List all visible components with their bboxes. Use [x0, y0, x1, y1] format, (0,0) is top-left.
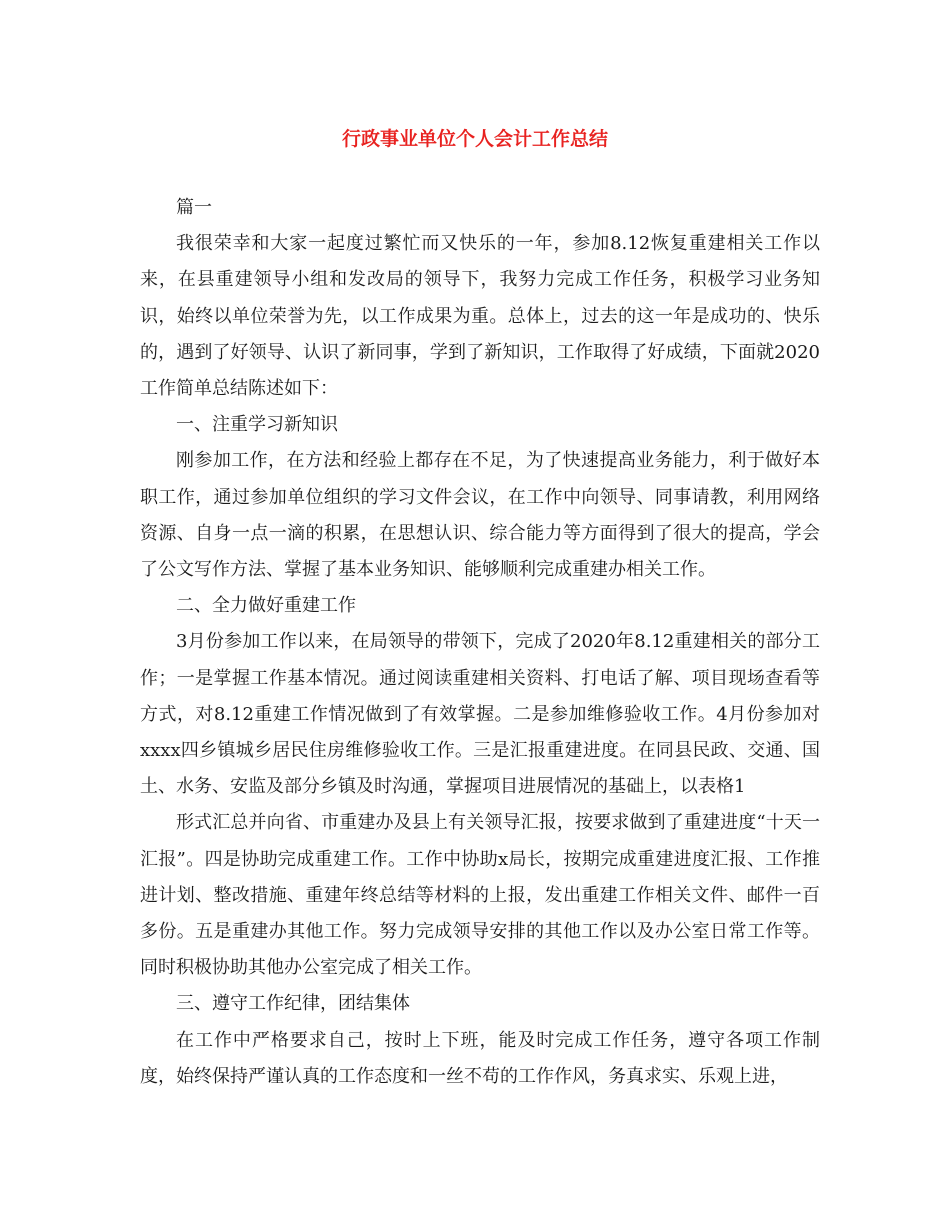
document-title: 行政事业单位个人会计工作总结: [341, 128, 608, 150]
paragraph: 形式汇总并向省、市重建办及县上有关领导汇报，按要求做到了重建进度“十天一汇报”。四是协助完成重建工作。工作中协助x局长，按期完成重建进度汇报、工作推进计划、整改措施、重建年终总结等材料的上报，发出重建工作相关文件、邮件一百多份。五是重建办其他工作。努力完成领导安排的其他工作以及办公室日常工作等。同时积极协助其他办公室完成了相关工作。: [140, 812, 820, 979]
document-body: [140, 190, 820, 1095]
paragraph: 3月份参加工作以来，在局领导的带领下，完成了2020年8.12重建相关的部分工作；一是掌握工作基本情况。通过阅读重建相关资料、打电话了解、项目现场查看等方式，对8.12重建工作情况做到了有效掌握。二是参加维修验收工作。4月份参加对xxxx四乡镇城乡居民住房维修验收工作。三是汇报重建进度。在同县民政、交通、国土、水务、安监及部分乡镇及时沟通，掌握项目进展情况的基础上，以表格1: [140, 631, 820, 798]
section-heading: 一、注重学习新知识: [176, 414, 338, 436]
paragraph: 刚参加工作，在方法和经验上都存在不足，为了快速提高业务能力，利于做好本职工作，通过参加单位组织的学习文件会议，在工作中向领导、同事请教，利用网络资源、自身一点一滴的积累，在思想认识、综合能力等方面得到了很大的提高，学会了公文写作方法、掌握了基本业务知识、能够顺利完成重建办相关工作。: [140, 450, 820, 581]
paragraph: 我很荣幸和大家一起度过繁忙而又快乐的一年，参加8.12恢复重建相关工作以来，在县重建领导小组和发改局的领导下，我努力完成工作任务，积极学习业务知识，始终以单位荣誉为先，以工作成果为重。总体上，过去的这一年是成功的、快乐的，遇到了好领导、认识了新同事，学到了新知识，工作取得了好成绩，下面就2020工作简单总结陈述如下：: [140, 233, 820, 400]
section-label: 篇一: [176, 197, 212, 218]
paragraph: 在工作中严格要求自己，按时上下班，能及时完成工作任务，遵守各项工作制度，始终保持严谨认真的工作态度和一丝不苟的工作作风，务真求实、乐观上进，: [140, 1029, 820, 1087]
section-heading: 二、全力做好重建工作: [176, 595, 356, 617]
section-heading: 三、遵守工作纪律，团结集体: [176, 993, 410, 1015]
